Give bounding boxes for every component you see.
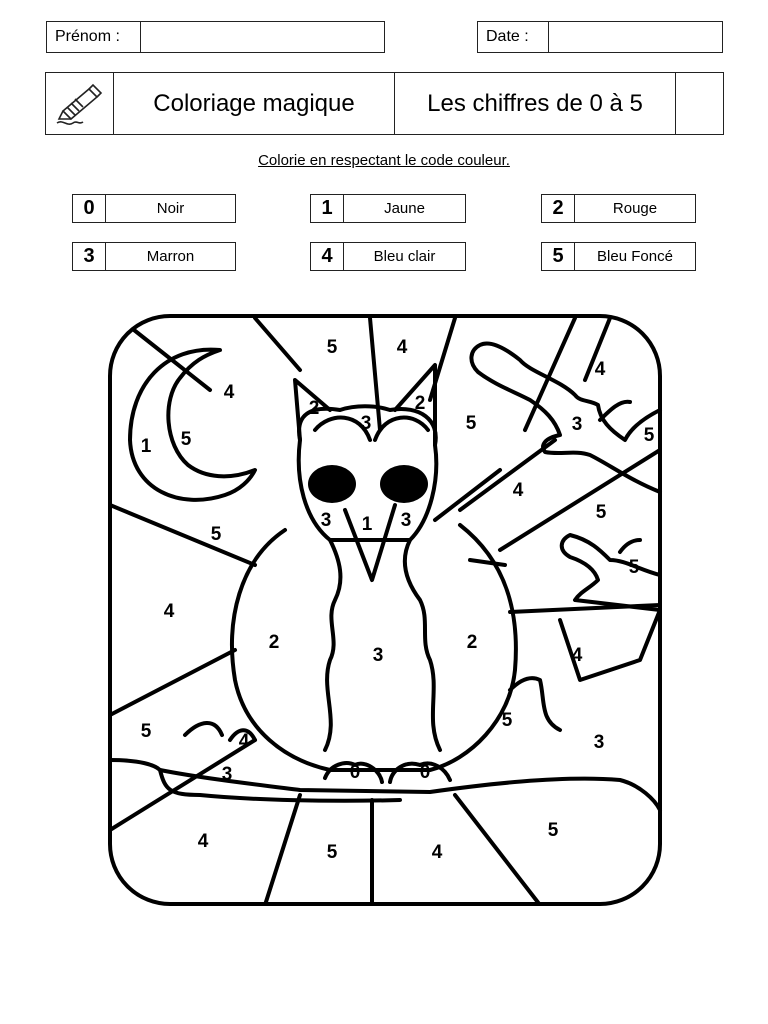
region-number: 4 [431,842,443,864]
legend-color-name: Noir [156,200,185,217]
region-number: 4 [163,601,175,623]
region-number: 0 [349,762,361,784]
region-number: 5 [180,429,192,451]
region-number: 1 [361,514,373,536]
legend-number: 3 [73,243,106,270]
region-number: 2 [466,632,478,654]
region-number: 5 [465,413,477,435]
region-number: 2 [308,398,320,420]
region-number: 5 [628,557,640,579]
region-number: 3 [593,732,605,754]
legend-color-name: Marron [146,248,195,265]
legend-number: 1 [311,195,344,222]
region-number: 1 [140,436,152,458]
region-number: 3 [571,414,583,436]
region-number: 3 [320,510,332,532]
legend-number: 2 [542,195,575,222]
legend-color-name: Rouge [612,200,658,217]
region-number: 4 [238,731,250,753]
worksheet-subtitle: Les chiffres de 0 à 5 [395,73,676,134]
region-number: 3 [400,510,412,532]
left-owl-eye [308,465,356,503]
prenom-label: Prénom : [55,28,120,45]
region-number: 3 [372,645,384,667]
legend-number: 5 [542,243,575,270]
region-number: 5 [326,842,338,864]
legend-color-name: Bleu Foncé [597,248,673,265]
region-number: 5 [643,425,655,447]
region-number: 5 [547,820,559,842]
region-number: 3 [360,413,372,435]
legend-number: 0 [73,195,106,222]
region-number: 4 [571,645,583,667]
worksheet-title: Coloriage magique [114,73,395,134]
instruction-text: Colorie en respectant le code couleur. [258,152,510,169]
region-number: 4 [197,831,209,853]
region-number: 4 [396,337,408,359]
region-number: 5 [140,721,152,743]
region-number: 5 [210,524,222,546]
date-label: Date : [486,28,529,45]
legend-color-name: Jaune [384,200,425,217]
legend-number: 4 [311,243,344,270]
region-number: 0 [419,762,431,784]
region-number: 2 [414,393,426,415]
background-rays [110,318,660,905]
legend-color-name: Bleu clair [373,248,436,265]
region-number: 4 [512,480,524,502]
region-number: 3 [221,764,233,786]
region-number: 2 [268,632,280,654]
region-number: 5 [326,337,338,359]
region-number: 5 [595,502,607,524]
right-owl-eye [380,465,428,503]
region-number: 4 [223,382,235,404]
region-number: 5 [501,710,513,732]
region-number: 4 [594,359,606,381]
